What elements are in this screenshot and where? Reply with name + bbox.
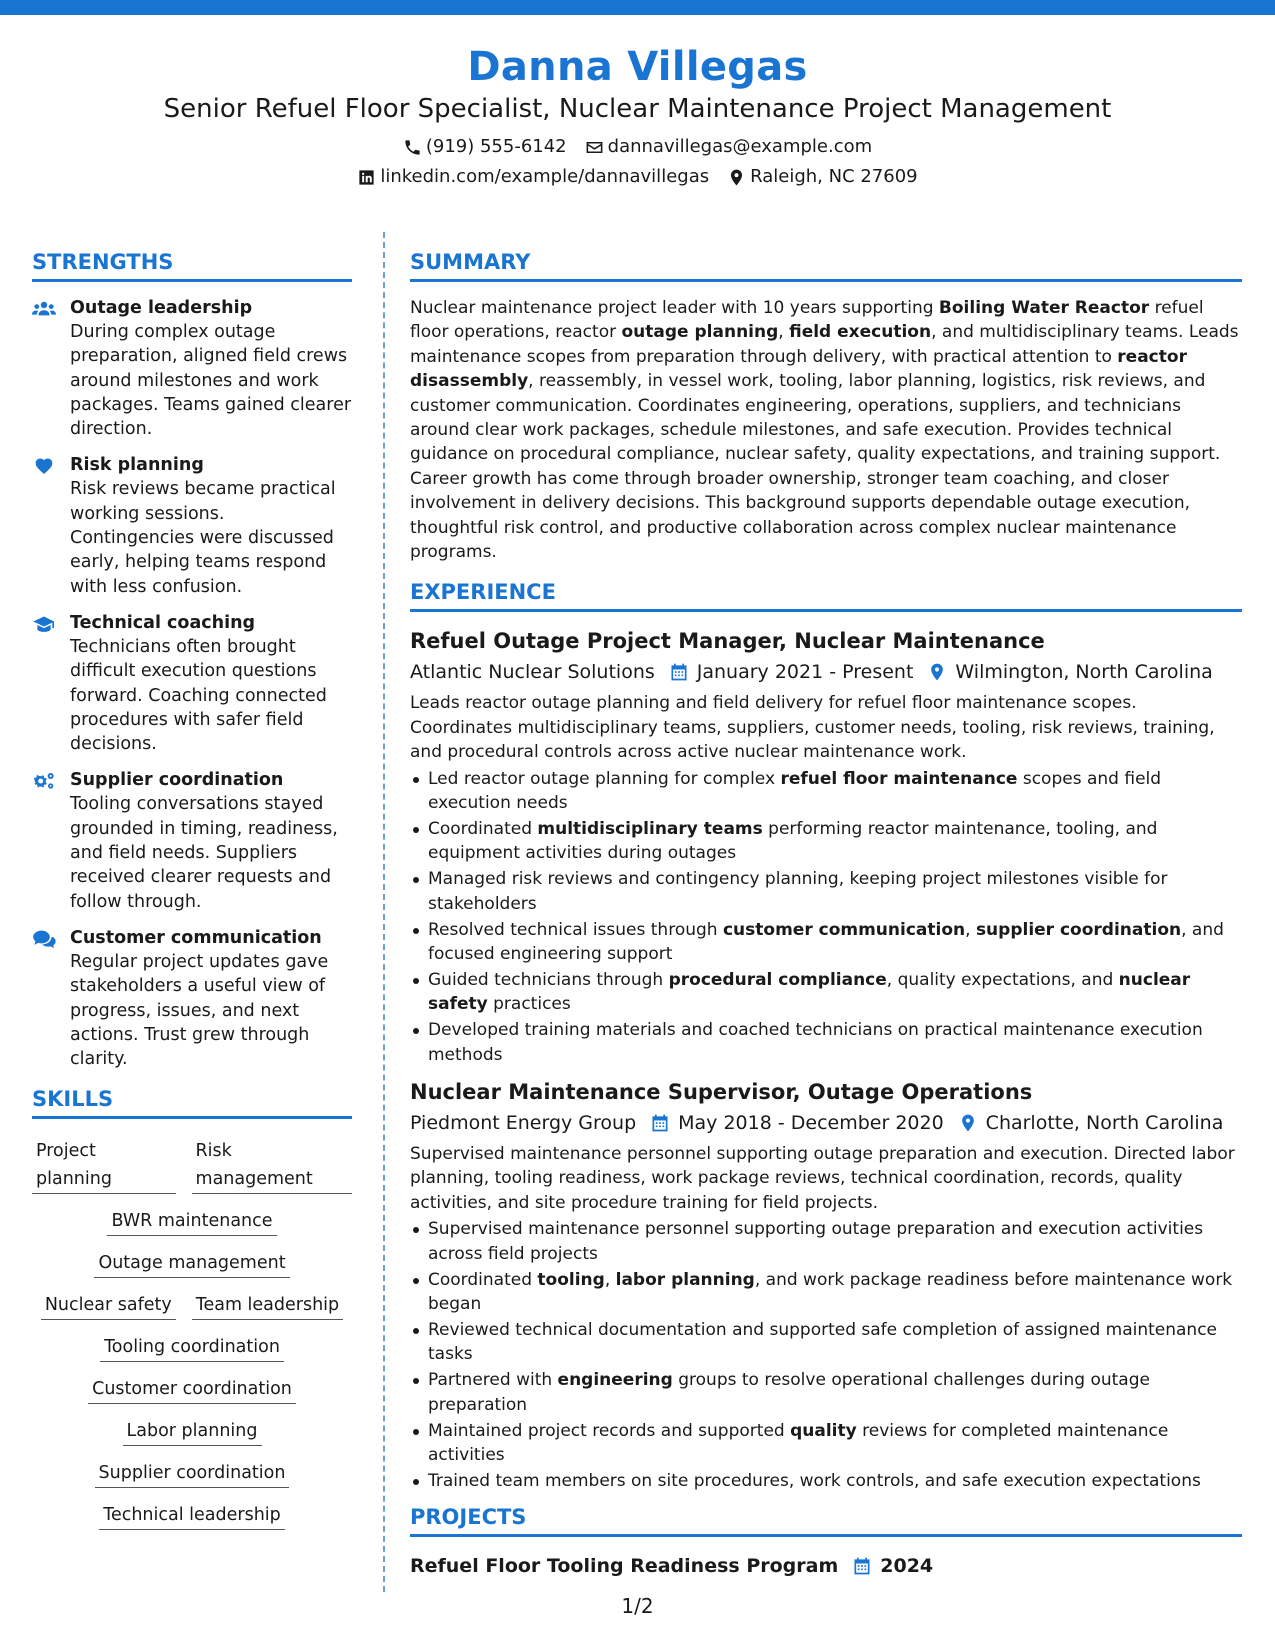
skills-row — [32, 1459, 352, 1488]
bullet-item: Led reactor outage planning for complex refuel floor maintenance scopes and field execution needs — [410, 767, 1242, 816]
bold-keyword: engineering — [557, 1370, 673, 1391]
gears-icon — [32, 768, 70, 913]
skills-row — [32, 1291, 352, 1320]
strength-body — [70, 453, 352, 598]
strength-body — [70, 926, 352, 1071]
heart-icon — [32, 453, 70, 598]
skills-row — [32, 1417, 352, 1446]
project-entry — [410, 1551, 1242, 1581]
users-icon — [32, 296, 70, 441]
bullet-item: Coordinated multidisciplinary teams performing reactor maintenance, tooling, and equipment activities during outages — [410, 817, 1242, 866]
resume-header — [0, 42, 1275, 192]
strength-description: Technicians often brought difficult execution questions forward. Coaching connected procedures with safer field decisions. — [70, 636, 327, 755]
strength-body — [70, 296, 352, 441]
phone-text: (919) 555-6142 — [425, 136, 567, 157]
calendar-icon — [650, 1113, 670, 1133]
strength-body — [70, 611, 352, 756]
bullet-item: Coordinated tooling, labor planning, and work package readiness before maintenance work began — [410, 1268, 1242, 1317]
bold-keyword: labor planning — [615, 1269, 755, 1290]
linkedin-text[interactable]: linkedin.com/example/dannavillegas — [380, 166, 710, 187]
linkedin-icon — [357, 168, 376, 187]
strength-description: Risk reviews became practical working sessions. Contingencies were discussed early, helping teams respond with less confusion. — [70, 479, 336, 597]
job-title: Nuclear Maintenance Supervisor, Outage Operations — [410, 1080, 1033, 1105]
job-location: Wilmington, North Carolina — [955, 661, 1213, 684]
strength-title: Technical coaching — [70, 612, 256, 633]
strengths-heading: STRENGTHS — [32, 248, 352, 282]
project-title: Refuel Floor Tooling Readiness Program — [410, 1555, 839, 1578]
skill-tag: Project planning — [32, 1137, 176, 1194]
column-divider — [383, 232, 385, 1592]
bullet-item: Maintained project records and supported quality reviews for completed maintenance activities — [410, 1419, 1242, 1468]
company-name: Piedmont Energy Group — [410, 1112, 637, 1135]
skill-tag: Tooling coordination — [100, 1333, 284, 1362]
job-meta — [410, 1108, 1242, 1138]
skills-row — [32, 1375, 352, 1404]
bold-keyword: tooling — [537, 1269, 605, 1290]
strength-description: Regular project updates gave stakeholders a useful view of progress, issues, and next actions. Trust grew through clarity. — [70, 951, 329, 1070]
skill-tag: Outage management — [94, 1249, 289, 1278]
skill-tag: BWR maintenance — [107, 1207, 276, 1236]
bold-keyword: multidisciplinary teams — [537, 819, 763, 839]
bold-keyword: nuclear safety — [428, 969, 1191, 1015]
candidate-name: Danna Villegas — [467, 44, 808, 90]
projects-heading: PROJECTS — [410, 1503, 1242, 1537]
skills-row — [32, 1137, 352, 1194]
left-column — [32, 248, 352, 1543]
page-number: 1/2 — [621, 1594, 654, 1618]
strength-item — [32, 926, 352, 1071]
linkedin-contact[interactable] — [357, 162, 709, 192]
contact-row-2 — [0, 162, 1275, 192]
location-contact — [727, 162, 918, 192]
strength-title: Customer communication — [70, 927, 322, 948]
skill-tag: Technical leadership — [99, 1501, 285, 1530]
bold-keyword: reactor disassembly — [410, 346, 1187, 392]
location-text: Raleigh, NC 27609 — [750, 166, 918, 187]
map-pin-icon — [727, 168, 746, 187]
bold-keyword: field execution — [789, 322, 932, 343]
projects-list — [410, 1551, 1242, 1581]
top-accent-bar — [0, 0, 1275, 15]
bullet-item: Supervised maintenance personnel supporting outage preparation and execution activities across field projects — [410, 1217, 1242, 1266]
phone-icon — [403, 138, 422, 157]
bullet-item: Guided technicians through procedural compliance, quality expectations, and nuclear safety practices — [410, 968, 1242, 1017]
bullet-item: Developed training materials and coached technicians on practical maintenance execution methods — [410, 1018, 1242, 1067]
email-text[interactable]: dannavillegas@example.com — [607, 136, 873, 157]
skill-tag: Supplier coordination — [95, 1459, 290, 1488]
skill-tag: Nuclear safety — [41, 1291, 176, 1320]
summary-heading: SUMMARY — [410, 248, 1242, 282]
map-pin-icon — [927, 662, 947, 682]
job-dates: May 2018 - December 2020 — [678, 1112, 944, 1135]
email-contact[interactable] — [585, 132, 873, 162]
skills-row — [32, 1207, 352, 1236]
candidate-title: Senior Refuel Floor Specialist, Nuclear Maintenance Project Management — [163, 94, 1112, 124]
bold-keyword: Boiling Water Reactor — [938, 298, 1150, 318]
bold-keyword: quality — [790, 1420, 857, 1441]
bullet-item: Resolved technical issues through customer communication, supplier coordination, and focused engineering support — [410, 918, 1242, 967]
skills-row — [32, 1249, 352, 1278]
bullet-item: Managed risk reviews and contingency planning, keeping project milestones visible for stakeholders — [410, 867, 1242, 916]
strength-item — [32, 611, 352, 756]
job-location: Charlotte, North Carolina — [985, 1112, 1224, 1135]
skill-tag: Customer coordination — [88, 1375, 296, 1404]
job-title: Refuel Outage Project Manager, Nuclear Maintenance — [410, 629, 1045, 654]
bold-keyword: outage planning — [621, 322, 779, 343]
bold-keyword: supplier coordination — [975, 919, 1182, 940]
calendar-icon — [669, 662, 689, 682]
job-bullets — [410, 767, 1242, 1067]
right-column — [410, 248, 1242, 1581]
project-year: 2024 — [880, 1555, 934, 1578]
job-meta — [410, 657, 1242, 687]
strength-item — [32, 296, 352, 441]
bold-keyword: refuel floor maintenance — [780, 768, 1018, 789]
skills-row — [32, 1333, 352, 1362]
job-entry — [410, 626, 1242, 1067]
strength-item — [32, 453, 352, 598]
envelope-icon — [585, 138, 604, 157]
graduation-cap-icon — [32, 611, 70, 756]
strength-title: Outage leadership — [70, 298, 253, 318]
map-pin-icon — [958, 1113, 978, 1133]
strength-description: During complex outage preparation, aligned field crews around milestones and work packages. Teams gained clearer direction. — [70, 322, 352, 440]
job-description: Leads reactor outage planning and field delivery for refuel floor maintenance scopes. Coordinates multidisciplinary teams, suppliers, customer needs, tooling, risk reviews, training, and procedural controls across active nuclear maintenance work. — [410, 693, 1215, 763]
strength-description: Tooling conversations stayed grounded in timing, readiness, and field needs. Suppliers received clearer requests and follow through. — [70, 794, 338, 912]
skill-tag: Labor planning — [123, 1417, 262, 1446]
skills-list — [32, 1133, 352, 1530]
experience-heading: EXPERIENCE — [410, 578, 1242, 612]
company-name: Atlantic Nuclear Solutions — [410, 661, 655, 684]
strength-title: Risk planning — [70, 455, 204, 476]
strength-body — [70, 768, 352, 913]
job-dates: January 2021 - Present — [696, 661, 914, 684]
summary-text: Nuclear maintenance project leader with 10 years supporting Boiling Water Reactor refuel floor operations, reactor outage planning, field execution, and multidisciplinary teams. Leads maintenance scopes from preparation through delivery, with practical attention to reactor disassembly, reassembly, in vessel work, tooling, labor planning, logistics, risk reviews, and customer communication. Coordinates engineering, operations, suppliers, and technicians around clear work packages, schedule milestones, and safe execution. Provides technical guidance on procedural compliance, nuclear safety, quality expectations, and training support. Career growth has come through broader ownership, stronger team coaching, and closer involvement in delivery decisions. This background supports dependable outage execution, thoughtful risk control, and productive collaboration across complex nuclear maintenance programs. — [410, 298, 1239, 563]
bullet-item: Trained team members on site procedures, work controls, and safe execution expectations — [410, 1469, 1242, 1493]
strength-title: Supplier coordination — [70, 770, 284, 791]
comments-icon — [32, 926, 70, 1071]
jobs-list — [410, 626, 1242, 1493]
job-bullets — [410, 1217, 1242, 1493]
strength-item — [32, 768, 352, 913]
bullet-item: Reviewed technical documentation and supported safe completion of assigned maintenance tasks — [410, 1318, 1242, 1367]
skill-tag: Risk management — [192, 1137, 352, 1194]
phone-contact — [403, 132, 567, 162]
skills-row — [32, 1501, 352, 1530]
contact-row-1 — [0, 132, 1275, 162]
bold-keyword: procedural compliance — [668, 969, 887, 990]
skills-heading: SKILLS — [32, 1085, 352, 1119]
job-entry — [410, 1077, 1242, 1493]
strengths-list — [32, 296, 352, 1071]
skill-tag: Team leadership — [192, 1291, 343, 1320]
job-description: Supervised maintenance personnel supporting outage preparation and execution. Directed labor planning, tooling readiness, work package reviews, technical coordination, records, quality activities, and site procedure training for field projects. — [410, 1144, 1235, 1213]
bullet-item: Partnered with engineering groups to resolve operational challenges during outage preparation — [410, 1368, 1242, 1417]
calendar-icon — [852, 1556, 872, 1576]
bold-keyword: customer communication — [722, 919, 966, 940]
